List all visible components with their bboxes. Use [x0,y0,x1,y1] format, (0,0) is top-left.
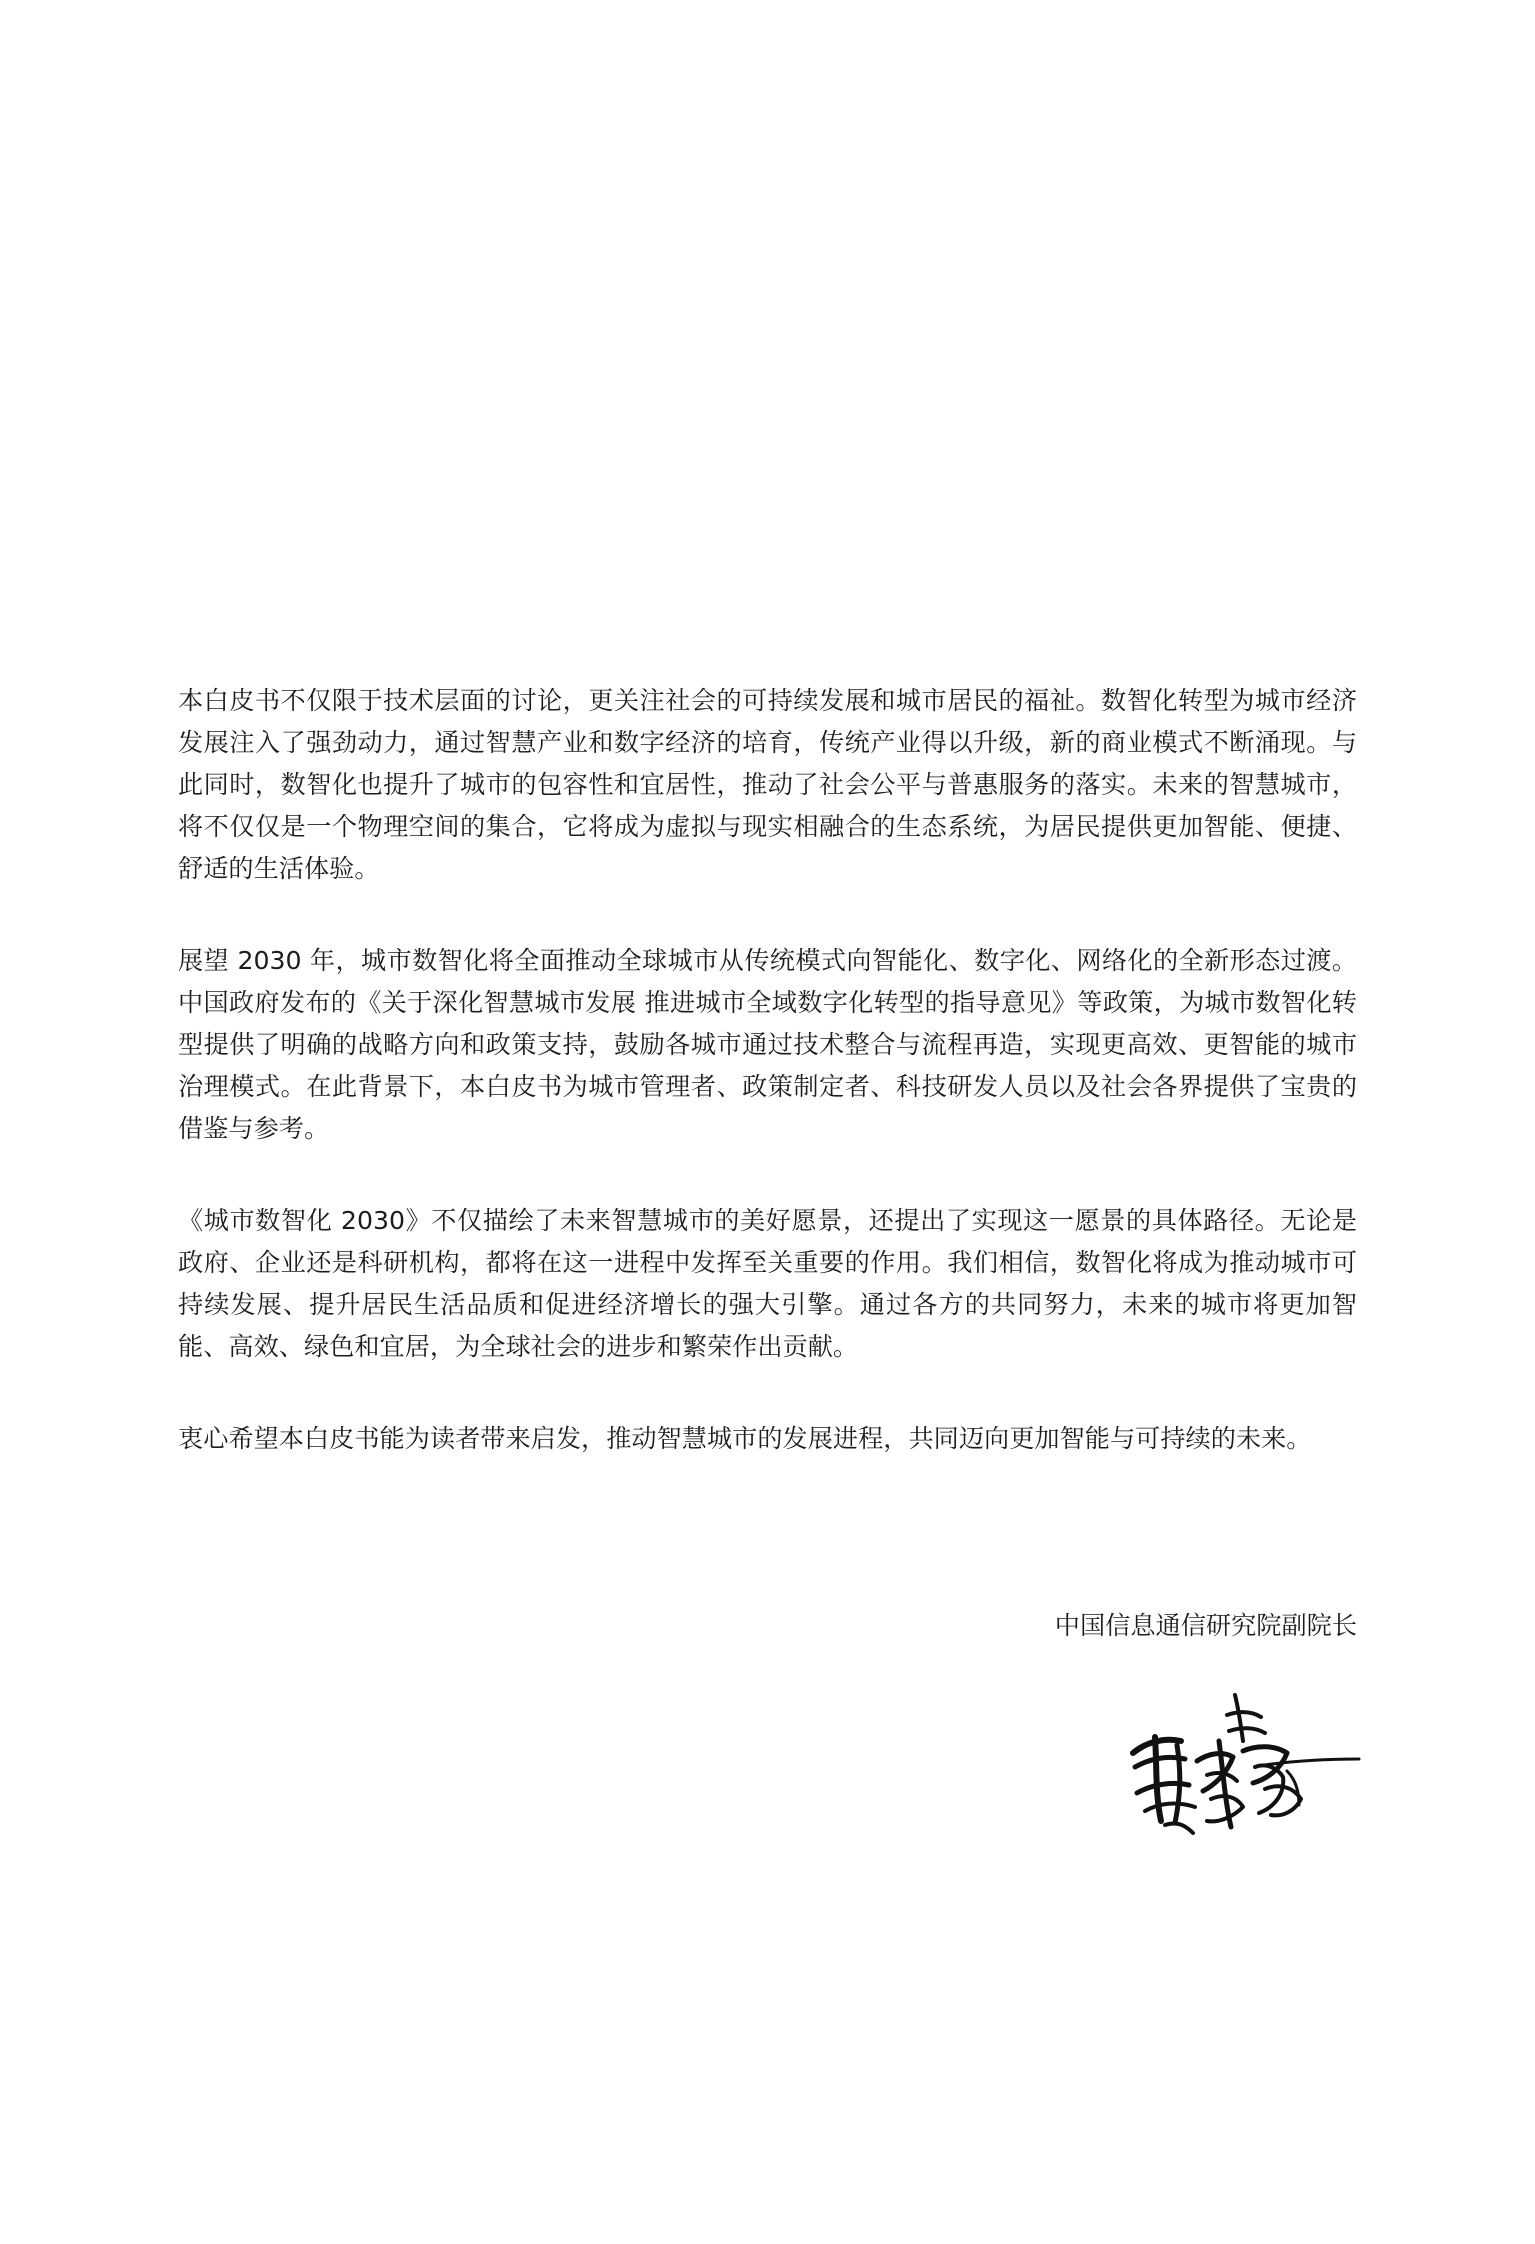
paragraph-2: 展望 2030 年，城市数智化将全面推动全球城市从传统模式向智能化、数字化、网络化的全新形态过渡。中国政府发布的《关于深化智慧城市发展 推进城市全域数字化转型的指导意见》等政策，为城市数智化转型提供了明确的战略方向和政策支持，鼓励各城市通过技术整合与流程再造，实现更高效、更智能的城市治理模式。在此背景下，本白皮书为城市管理者、政策制定者、科技研发人员以及社会各界提供了宝贵的借鉴与参考。 [178,946,1357,1143]
paragraph-1: 本白皮书不仅限于技术层面的讨论，更关注社会的可持续发展和城市居民的福祉。数智化转型为城市经济发展注入了强劲动力，通过智慧产业和数字经济的培育，传统产业得以升级，新的商业模式不断涌现。与此同时，数智化也提升了城市的包容性和宜居性，推动了社会公平与普惠服务的落实。未来的智慧城市，将不仅仅是一个物理空间的集合，它将成为虚拟与现实相融合的生态系统，为居民提供更加智能、便捷、舒适的生活体验。 [178,686,1357,883]
signature-icon [1115,1675,1365,1845]
letter-body [178,680,1357,1460]
paragraph-3: 《城市数智化 2030》不仅描绘了未来智慧城市的美好愿景，还提出了实现这一愿景的具体路径。无论是政府、企业还是科研机构，都将在这一进程中发挥至关重要的作用。我们相信，数智化将成为推动城市可持续发展、提升居民生活品质和促进经济增长的强大引擎。通过各方的共同努力，未来的城市将更加智能、高效、绿色和宜居，为全球社会的进步和繁荣作出贡献。 [178,1206,1357,1361]
paragraph-4: 衷心希望本白皮书能为读者带来启发，推动智慧城市的发展进程，共同迈向更加智能与可持续的未来。 [178,1424,1312,1453]
signoff-title: 中国信息通信研究院副院长 [1054,1611,1357,1640]
